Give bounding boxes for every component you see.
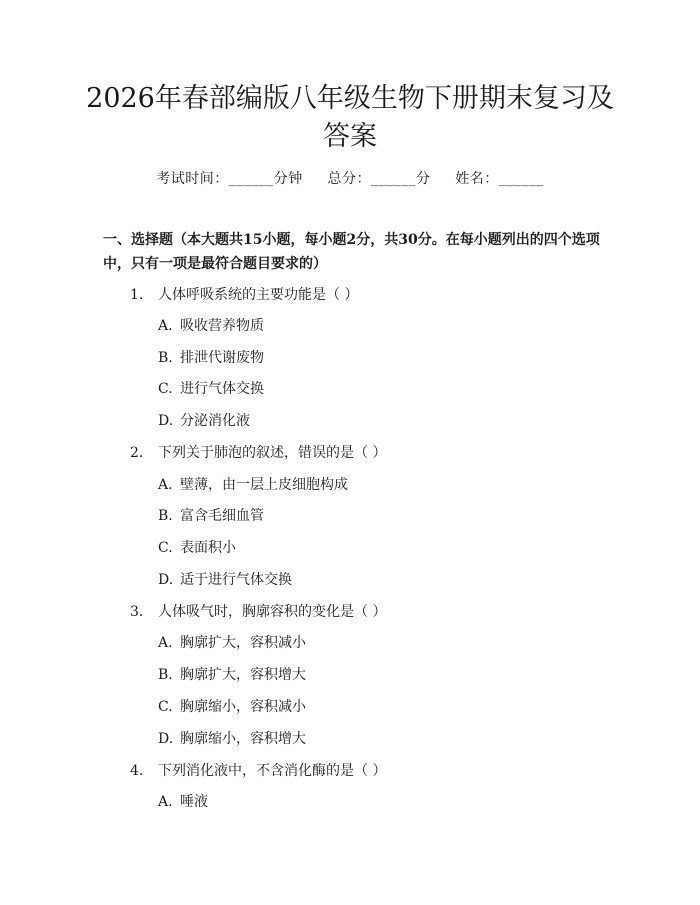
option-text: 富含毛细血管 <box>180 508 264 524</box>
q2-option-c <box>158 537 236 557</box>
option-text: 胸廓扩大，容积减小 <box>180 635 306 651</box>
option-text: 胸廓扩大，容积增大 <box>180 667 306 683</box>
q4-option-a <box>158 791 208 811</box>
option-text: 表面积小 <box>180 540 236 556</box>
question-text: 下列消化液中，不含消化酶的是（ ） <box>158 763 387 779</box>
section-heading: 一、选择题（本大题共15小题，每小题2分，共30分。在每小题列出的四个选项中，只有一项是最符合题目要求的） <box>103 232 600 272</box>
question-2 <box>130 442 386 462</box>
option-text: 分泌消化液 <box>180 413 250 429</box>
option-letter: D. <box>158 413 174 429</box>
option-letter: B. <box>158 350 173 366</box>
option-text: 适于进行气体交换 <box>180 572 292 588</box>
option-text: 胸廓缩小，容积减小 <box>180 699 306 715</box>
option-letter: A. <box>158 477 173 493</box>
question-text: 人体呼吸系统的主要功能是（ ） <box>158 287 359 303</box>
question-4 <box>130 760 386 780</box>
q1-option-d <box>158 410 250 430</box>
q2-option-d <box>158 569 292 589</box>
q3-option-a <box>158 632 306 652</box>
option-letter: B. <box>158 508 173 524</box>
option-text: 胸廓缩小，容积增大 <box>180 731 306 747</box>
option-text: 进行气体交换 <box>180 381 264 397</box>
question-number: 2. <box>130 445 144 461</box>
option-letter: A. <box>158 635 173 651</box>
q2-option-b <box>158 505 264 525</box>
exam-info-line <box>0 168 700 188</box>
exam-info-text: 考试时间：______分钟 总分：______分 姓名：______ <box>156 171 544 187</box>
option-letter: A. <box>158 318 173 334</box>
option-letter: D. <box>158 731 174 747</box>
title-line-1: 2026年春部编版八年级生物下册期末复习及 <box>86 83 614 114</box>
option-text: 唾液 <box>180 794 208 810</box>
q1-option-a <box>158 315 264 335</box>
question-text: 人体吸气时，胸廓容积的变化是（ ） <box>158 604 387 620</box>
question-number: 3. <box>130 604 144 620</box>
question-1 <box>130 284 358 304</box>
option-letter: C. <box>158 540 173 556</box>
document-title <box>0 80 700 156</box>
q3-option-d <box>158 728 306 748</box>
q1-option-b <box>158 347 264 367</box>
option-text: 吸收营养物质 <box>180 318 264 334</box>
q3-option-c <box>158 696 306 716</box>
option-letter: B. <box>158 667 173 683</box>
question-text: 下列关于肺泡的叙述，错误的是（ ） <box>158 445 387 461</box>
question-3 <box>130 601 386 621</box>
q2-option-a <box>158 474 348 494</box>
title-line-2: 答案 <box>323 121 377 152</box>
option-letter: C. <box>158 699 173 715</box>
q3-option-b <box>158 664 306 684</box>
option-letter: A. <box>158 794 173 810</box>
question-number: 1. <box>130 287 144 303</box>
option-text: 壁薄，由一层上皮细胞构成 <box>180 477 348 493</box>
q1-option-c <box>158 378 264 398</box>
question-number: 4. <box>130 763 144 779</box>
option-letter: D. <box>158 572 174 588</box>
option-text: 排泄代谢废物 <box>180 350 264 366</box>
option-letter: C. <box>158 381 173 397</box>
